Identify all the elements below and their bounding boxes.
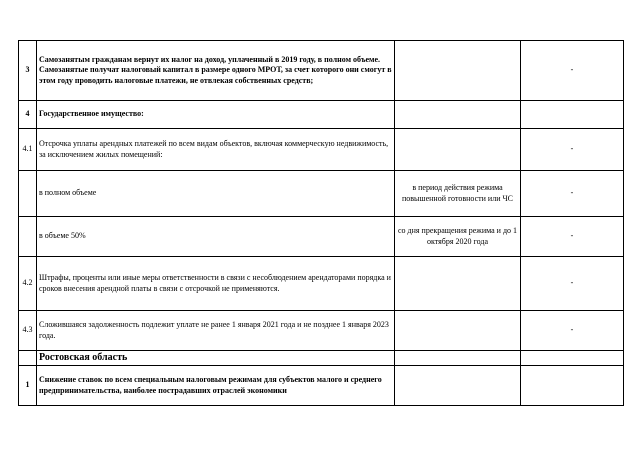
- table-row: [19, 171, 624, 217]
- row-number: [19, 171, 37, 217]
- region-heading: Ростовская область: [37, 351, 395, 366]
- row-text: Снижение ставок по всем специальным налоговым режимам для субъектов малого и среднего предпринимательства, наиболее пострадавших отраслей экономики: [37, 366, 395, 406]
- row-number: 4.2: [19, 257, 37, 311]
- table-row: [19, 217, 624, 257]
- row-number: 4: [19, 101, 37, 129]
- row-mark: -: [521, 311, 624, 351]
- row-status: [395, 257, 521, 311]
- row-status: [395, 351, 521, 366]
- row-status: со дня прекращения режима и до 1 октября 2020 года: [395, 217, 521, 257]
- row-number: 4.1: [19, 129, 37, 171]
- row-mark: -: [521, 129, 624, 171]
- table-row: [19, 257, 624, 311]
- row-text: Сложившаяся задолженность подлежит уплате не ранее 1 января 2021 года и не позднее 1 января 2023 года.: [37, 311, 395, 351]
- row-mark: -: [521, 217, 624, 257]
- row-status: [395, 41, 521, 101]
- row-number: 3: [19, 41, 37, 101]
- row-mark: [521, 366, 624, 406]
- row-mark: [521, 101, 624, 129]
- table-row: [19, 129, 624, 171]
- row-text: Отсрочка уплаты арендных платежей по всем видам объектов, включая коммерческую недвижимость, за исключением жилых помещений:: [37, 129, 395, 171]
- table-row: [19, 311, 624, 351]
- row-text: в объеме 50%: [37, 217, 395, 257]
- row-status: [395, 366, 521, 406]
- row-mark: -: [521, 257, 624, 311]
- table-row: [19, 351, 624, 366]
- table-row: [19, 41, 624, 101]
- row-text: Самозанятым гражданам вернут их налог на доход, уплаченный в 2019 году, в полном объеме. Самозанятые получат налоговый капитал в размере одного МРОТ, за счет которого они смогут в этом году проводить налоговые платежи, не отвлекая собственных средств;: [37, 41, 395, 101]
- section-heading: Государственное имущество:: [37, 101, 395, 129]
- row-number: [19, 351, 37, 366]
- row-status: [395, 101, 521, 129]
- row-text: в полном объеме: [37, 171, 395, 217]
- row-number: 1: [19, 366, 37, 406]
- row-text: Штрафы, проценты или иные меры ответственности в связи с несоблюдением арендаторами порядка и сроков внесения арендной платы в связи с отсрочкой не применяются.: [37, 257, 395, 311]
- table-row: [19, 366, 624, 406]
- row-number: 4.3: [19, 311, 37, 351]
- measures-table: [18, 40, 624, 406]
- row-number: [19, 217, 37, 257]
- row-status: [395, 311, 521, 351]
- row-status: [395, 129, 521, 171]
- row-status: в период действия режима повышенной готовности или ЧС: [395, 171, 521, 217]
- table-row: [19, 101, 624, 129]
- row-mark: -: [521, 171, 624, 217]
- row-mark: -: [521, 41, 624, 101]
- row-mark: [521, 351, 624, 366]
